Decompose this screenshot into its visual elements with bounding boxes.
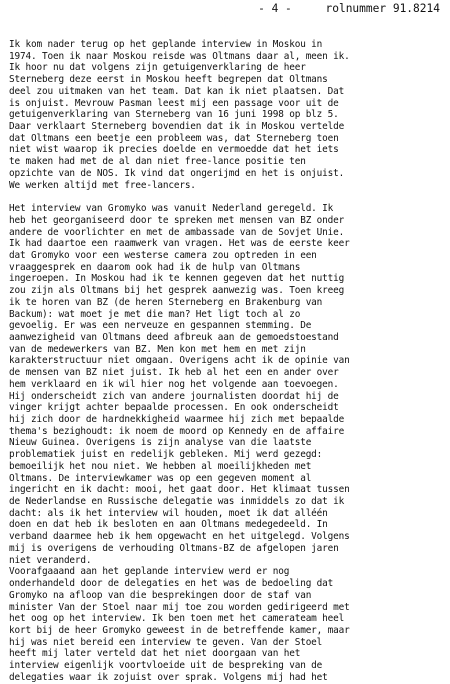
text-line: Ik hoor nu dat volgens zijn getuigenverklaring de heer	[9, 62, 306, 74]
text-line: te maken had met de al dan niet free-lance positie ten	[9, 156, 306, 168]
page-number: - 4 -	[258, 2, 292, 15]
text-line: minister Van der Stoel naar mij toe zou worden gedirigeerd met	[9, 601, 350, 613]
text-line: onderhandeld door de delegaties en het was de bedoeling dat	[9, 578, 334, 590]
text-line: Sterneberg deze eerst in Moskou heeft begrepen dat Oltmans	[9, 74, 328, 86]
text-line: Oltmans. De interviewkamer was op een gegeven moment al	[9, 472, 312, 484]
text-line: de mensen van BZ niet juist. Ik heb al het een en ander over	[9, 367, 339, 379]
text-line: delegaties waar ik zojuist over sprak. Volgens mij had het	[9, 671, 328, 683]
roll-number: rolnummer 91.8214	[325, 2, 440, 15]
text-line: hem verklaard en ik wil hier nog het volgende aan toevoegen.	[9, 378, 339, 390]
text-line: vraaggesprek en daarom ook had ik de hulp van Oltmans	[9, 261, 301, 273]
text-line: de Nederlandse en Russische delegatie was inmiddels zo dat ik	[9, 496, 345, 508]
text-line: ik te horen van BZ (de heren Sterneberg en Brakenburg van	[9, 296, 323, 308]
text-line: bemoeilijk het nou niet. We hebben al moeilijkheden met	[9, 460, 312, 472]
text-line: verband daarmee heb ik hem opgewacht en het uitgelegd. Volgens	[9, 531, 350, 543]
text-line: Backum): wat moet je met die man? Het ligt toch al zo	[9, 308, 301, 320]
text-line: thema's bezighoudt: ik noem de moord op Kennedy en de affaire	[9, 425, 345, 437]
text-line: zou zijn als Oltmans bij het gesprek aanwezig was. Toen kreeg	[9, 285, 345, 297]
text-line: ingericht en ik dacht: mooi, het gaat door. Het klimaat tussen	[9, 484, 350, 496]
text-line: doen en dat heb ik besloten en aan Oltmans medegedeeld. In	[9, 519, 328, 531]
text-line: dacht: als ik het interview wil houden, moet ik dat alléén	[9, 507, 328, 519]
text-line: dat Gromyko voor een westerse camera zou optreden in een	[9, 249, 317, 261]
text-line: aanwezigheid van Oltmans deed afbreuk aan de gemoedstoestand	[9, 331, 339, 343]
text-line: Ik had daartoe een raamwerk van vragen. Het was de eerste keer	[9, 238, 350, 250]
text-line: mij is overigens de verhouding Oltmans-BZ de afgelopen jaren	[9, 542, 339, 554]
text-line: heb het georganiseerd door te spreken met mensen van BZ onder	[9, 214, 345, 226]
text-line: karakterstructuur niet omgaan. Overigens acht ik de opinie van	[9, 355, 350, 367]
text-line: Ik kom nader terug op het geplande interview in Moskou in	[9, 39, 323, 50]
text-line: Het interview van Gromyko was vanuit Nederland geregeld. Ik	[9, 203, 334, 215]
text-line: vinger krijgt achter bepaalde processen. En ook onderscheidt	[9, 402, 339, 414]
text-line: 1974. Toen ik naar Moskou reisde was Oltmans daar al, meen ik.	[9, 50, 350, 62]
text-line: hij zich door de hardnekkigheid waarmee hij zich met bepaalde	[9, 414, 345, 425]
text-line: We werken altijd met free-lancers.	[9, 179, 196, 191]
text-line: is onjuist. Mevrouw Pasman leest mij een passage voor uit de	[9, 97, 339, 109]
text-line: heeft mij later verteld dat het niet doorgaan van het	[9, 648, 301, 660]
text-line: hij was niet bereid een interview te geven. Van der Stoel	[9, 636, 323, 648]
text-line: van de medewerkers van BZ. Men kon met hem en met zijn	[9, 343, 306, 355]
text-line: Voorafgaaand aan het geplande interview werd er nog	[9, 566, 290, 578]
text-line: kort bij de heer Gromyko geweest in de betreffende kamer, maar	[9, 624, 350, 636]
document-body	[9, 39, 445, 684]
text-line: andere de voorlichter en met de ambassade van de Sovjet Unie.	[9, 226, 345, 238]
paragraph-gap	[9, 191, 445, 203]
text-line: niet wist waarop ik precies doelde en vermoedde dat het iets	[9, 144, 339, 156]
text-line: interview eigenlijk voortvloeide uit de bespreking van de	[9, 660, 323, 672]
text-line: Gromyko na afloop van die besprekingen door de staf van	[9, 589, 312, 601]
text-line: gevoelig. Er was een nerveuze en gespannen stemming. De	[9, 320, 312, 332]
text-line: het oog op het interview. Ik ben toen met het camerateam heel	[9, 613, 345, 625]
text-line: Daar verklaart Sterneberg bovendien dat ik in Moskou vertelde	[9, 121, 345, 133]
text-line: opzichte van de NOS. Ik vind dat ongerijmd en het is onjuist.	[9, 167, 345, 179]
text-line: deel zou uitmaken van het team. Dat kan ik niet plaatsen. Dat	[9, 85, 345, 97]
text-line: ingeroepen. In Moskou had ik te kennen gegeven dat het nuttig	[9, 273, 345, 285]
text-line: dat Oltmans een beetje een probleem was, dat Sterneberg toen	[9, 132, 339, 144]
text-line: Nieuw Guinea. Overigens is zijn analyse van die laatste	[9, 437, 312, 449]
text-line: problematiek juist en redelijk gebleken. Mij werd gezegd:	[9, 449, 323, 461]
page-header	[0, 3, 440, 15]
text-line: niet veranderd.	[9, 554, 92, 566]
text-line: Hij onderscheidt zich van andere journalisten doordat hij de	[9, 390, 339, 402]
paragraph	[9, 39, 445, 191]
text-line: getuigenverklaring van Sterneberg van 16 juni 1998 op blz 5.	[9, 109, 339, 121]
paragraph	[9, 203, 445, 683]
